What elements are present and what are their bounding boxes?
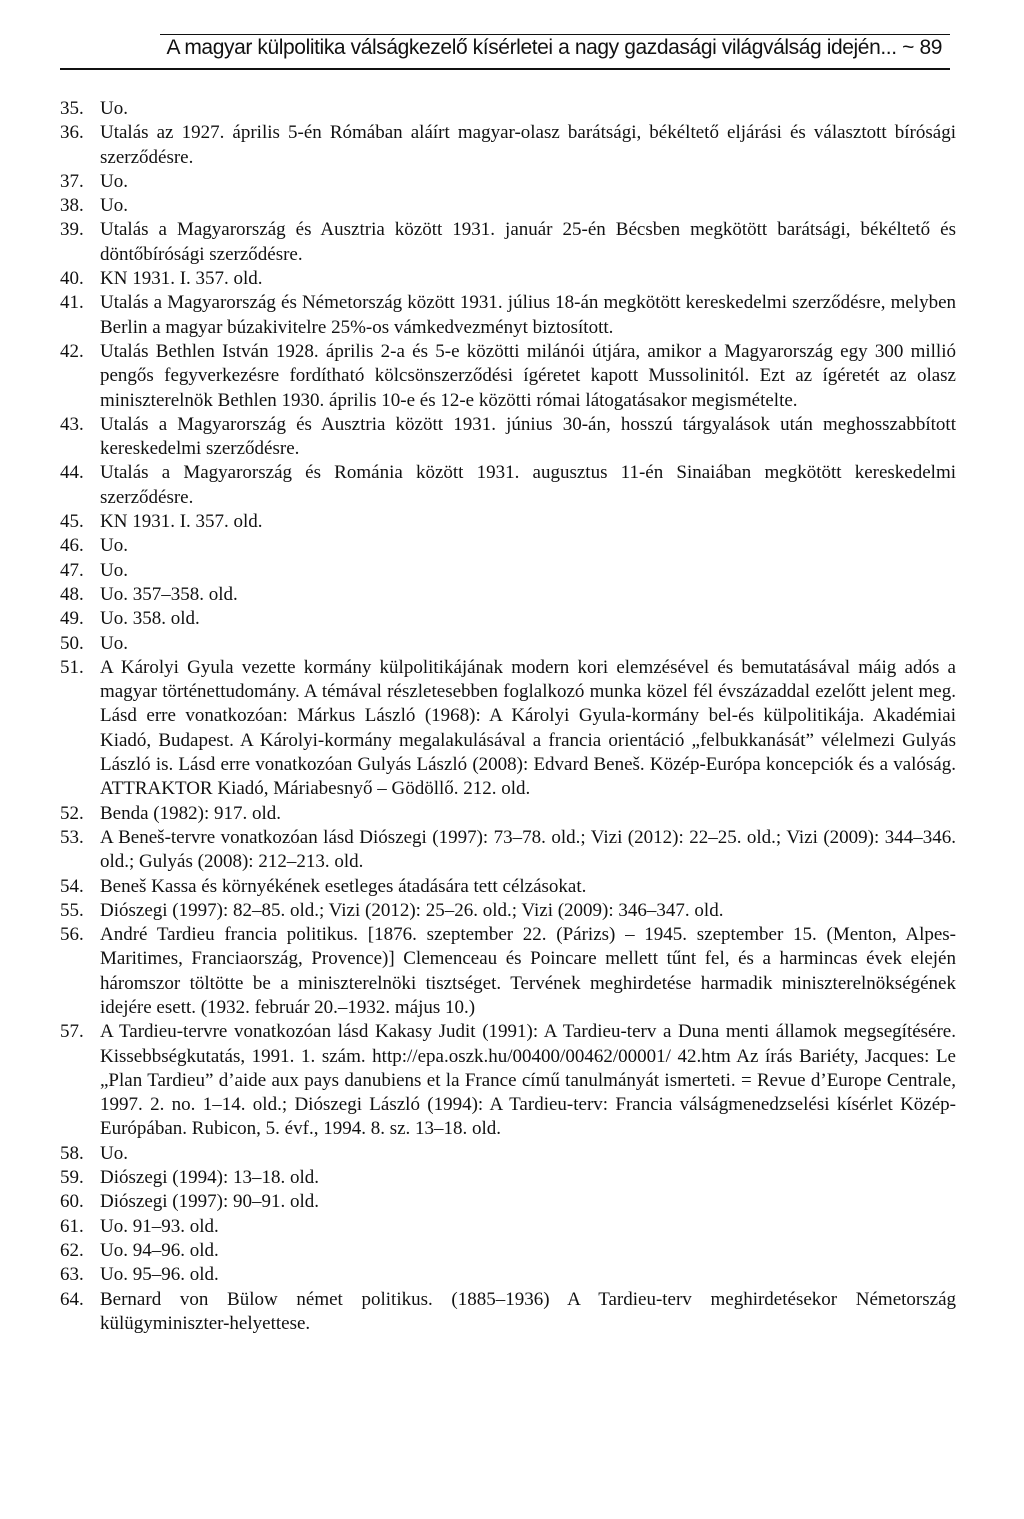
endnote-text: Utalás a Magyarország és Románia között 1931. augusztus 11-én Sinaiában megkötött kereskedelmi szerződésre. — [100, 462, 956, 508]
endnote-text: Uo. — [100, 1142, 128, 1164]
endnote-item — [60, 875, 956, 899]
endnote-number: 53. — [60, 826, 84, 848]
endnote-item — [60, 1142, 956, 1166]
endnote-item — [60, 1263, 956, 1287]
endnote-item — [60, 1166, 956, 1190]
endnote-item — [60, 1288, 956, 1337]
endnote-item — [60, 923, 956, 1020]
endnote-text: Uo. — [100, 195, 128, 217]
endnote-text: Uo. — [100, 559, 128, 581]
endnote-item — [60, 607, 956, 631]
endnote-number: 59. — [60, 1167, 84, 1189]
endnote-number: 35. — [60, 98, 84, 119]
endnote-number: 44. — [60, 462, 84, 484]
endnote-text: Uo. — [100, 632, 128, 654]
endnote-number: 55. — [60, 899, 84, 921]
running-header — [60, 34, 950, 70]
endnote-text: Diószegi (1997): 82–85. old.; Vizi (2012): 25–26. old.; Vizi (2009): 346–347. old. — [100, 899, 724, 921]
endnote-number: 46. — [60, 535, 84, 557]
endnote-item — [60, 1215, 956, 1239]
endnote-item — [60, 413, 956, 462]
endnote-number: 43. — [60, 413, 84, 435]
endnote-number: 51. — [60, 656, 84, 678]
endnote-item — [60, 194, 956, 218]
endnote-text: Uo. — [100, 98, 128, 119]
endnote-text: Benda (1982): 917. old. — [100, 802, 282, 824]
endnote-number: 41. — [60, 292, 84, 314]
endnote-number: 58. — [60, 1142, 84, 1164]
endnote-item — [60, 632, 956, 656]
endnote-number: 56. — [60, 924, 84, 946]
endnote-number: 38. — [60, 195, 84, 217]
endnote-text: Bernard von Bülow német politikus. (1885–1936) A Tardieu-terv meghirdetésekor Németország külügyminiszter-helyettese. — [100, 1288, 956, 1334]
endnote-text: Uo. 95–96. old. — [100, 1264, 219, 1286]
endnote-text: KN 1931. I. 357. old. — [100, 268, 263, 290]
endnote-item — [60, 510, 956, 534]
endnote-number: 63. — [60, 1264, 84, 1286]
endnote-text: Diószegi (1997): 90–91. old. — [100, 1191, 320, 1213]
endnote-item — [60, 534, 956, 558]
endnote-number: 64. — [60, 1288, 84, 1310]
endnote-text: Uo. 357–358. old. — [100, 583, 238, 605]
endnote-number: 52. — [60, 802, 84, 824]
endnote-item — [60, 121, 956, 170]
endnote-item — [60, 1239, 956, 1263]
endnote-text: Utalás Bethlen István 1928. április 2-a és 5-e közötti milánói útjára, amikor a Magyarország egy 300 millió pengős fegyverkezésre fordítható kölcsönszerződési ígéretet kapott Mussolinitól. Ezt az ígéretét az olasz miniszterelnök Bethlen 1930. április 10-e és 12-e közötti római látogatásakor megismételte. — [100, 340, 956, 411]
endnote-number: 40. — [60, 268, 84, 290]
endnote-item — [60, 1190, 956, 1214]
header-separator: ~ — [902, 36, 914, 59]
endnote-number: 42. — [60, 340, 84, 362]
endnote-number: 37. — [60, 170, 84, 192]
endnote-number: 47. — [60, 559, 84, 581]
page-number: 89 — [919, 36, 942, 59]
endnote-number: 49. — [60, 608, 84, 630]
endnote-text: Uo. — [100, 535, 128, 557]
endnote-text: Utalás a Magyarország és Ausztria között 1931. június 30-án, hosszú tárgyalások után meghosszabbított kereskedelmi szerződésre. — [100, 413, 956, 460]
endnote-item — [60, 218, 956, 267]
running-title: A magyar külpolitika válságkezelő kísérletei a nagy gazdasági világválság idején... — [166, 36, 897, 59]
endnote-text: André Tardieu francia politikus. [1876. szeptember 22. (Párizs) – 1945. szeptember 15. (Menton, Alpes-Maritimes, Franciaország, Provence)] Clemenceau és Poincare mellett tűnt fel, és a harmincas évek elején háromszor töltötte be a miniszterelnöki tisztséget. Tervének meghirdetése harmadik miniszterelnökségének idejére esett. (1932. február 20.–1932. május 10.) — [100, 924, 956, 1018]
endnote-item — [60, 267, 956, 291]
endnote-text: A Károlyi Gyula vezette kormány külpolitikájának modern kori elemzésével és bemutatásával máig adós a magyar történettudomány. A témával részletesebben foglalkozó munka közel fél évszázaddal ezelőtt jelent meg. Lásd erre vonatkozóan: Márkus László (1968): A Károlyi Gyula-kormány bel-és külpolitikája. Akadémiai Kiadó, Budapest. A Károlyi-kormány megalakulásával a francia orientáció „felbukkanását” vélelmezi Gulyás László is. Lásd erre vonatkozóan Gulyás László (2008): Edvard Beneš. Közép-Európa koncepciók és a valóság. ATTRAKTOR Kiadó, Máriabesnyő – Gödöllő. 212. old. — [100, 656, 956, 800]
endnote-item — [60, 826, 956, 875]
endnotes-list — [60, 97, 956, 1336]
endnote-number: 48. — [60, 583, 84, 605]
endnote-number: 62. — [60, 1239, 84, 1261]
endnote-number: 57. — [60, 1021, 84, 1043]
endnote-text: Utalás az 1927. április 5-én Rómában aláírt magyar-olasz barátsági, békéltető eljárási és választott bírósági szerződésre. — [100, 122, 956, 168]
endnote-text: Uo. 91–93. old. — [100, 1215, 219, 1237]
endnote-item — [60, 170, 956, 194]
endnote-number: 50. — [60, 632, 84, 654]
endnote-item — [60, 802, 956, 826]
endnote-number: 36. — [60, 122, 84, 144]
endnote-item — [60, 97, 956, 121]
endnote-text: KN 1931. I. 357. old. — [100, 511, 263, 533]
endnote-text: Uo. 358. old. — [100, 608, 200, 630]
endnote-number: 61. — [60, 1215, 84, 1237]
endnote-item — [60, 1020, 956, 1141]
running-header-text — [166, 36, 942, 60]
endnote-number: 39. — [60, 219, 84, 241]
endnote-item — [60, 461, 956, 510]
endnote-number: 54. — [60, 875, 84, 897]
endnote-text: Utalás a Magyarország és Ausztria között 1931. január 25-én Bécsben megkötött barátsági, békéltető és döntőbírósági szerződésre. — [100, 219, 956, 265]
endnote-item — [60, 559, 956, 583]
endnote-text: A Beneš-tervre vonatkozóan lásd Diószegi (1997): 73–78. old.; Vizi (2012): 22–25. old.; Vizi (2009): 344–346. old.; Gulyás (2008): 212–213. old. — [100, 826, 956, 873]
endnote-item — [60, 899, 956, 923]
endnote-text: Beneš Kassa és környékének esetleges átadására tett célzásokat. — [100, 875, 587, 897]
endnote-item — [60, 583, 956, 607]
endnote-text: A Tardieu-tervre vonatkozóan lásd Kakasy Judit (1991): A Tardieu-terv a Duna menti államok megsegítésére. Kissebbségkutatás, 1991. 1. szám. http://epa.oszk.hu/00400/00462/00001/ 42.htm Az írás Bariéty, Jacques: Le „Plan Tardieu” d’aide aux pays danubiens et la France című tanulmányát ismerteti. = Revue d’Europe Centrale, 1997. 2. no. 1–14. old.; Diószegi László (1994): A Tardieu-terv: Francia válságmenedzselési kísérlet Közép-Európában. Rubicon, 5. évf., 1994. 8. sz. 13–18. old. — [100, 1021, 956, 1140]
endnote-text: Uo. — [100, 170, 128, 192]
endnote-item — [60, 340, 956, 413]
endnote-item — [60, 291, 956, 340]
endnote-number: 60. — [60, 1191, 84, 1213]
endnote-item — [60, 656, 956, 802]
endnote-number: 45. — [60, 511, 84, 533]
endnote-text: Diószegi (1994): 13–18. old. — [100, 1167, 320, 1189]
endnote-text: Utalás a Magyarország és Németország között 1931. július 18-án megkötött kereskedelmi szerződésre, melyben Berlin a magyar búzakivitelre 25%-os vámkedvezményt biztosított. — [100, 292, 956, 338]
endnote-text: Uo. 94–96. old. — [100, 1239, 219, 1261]
